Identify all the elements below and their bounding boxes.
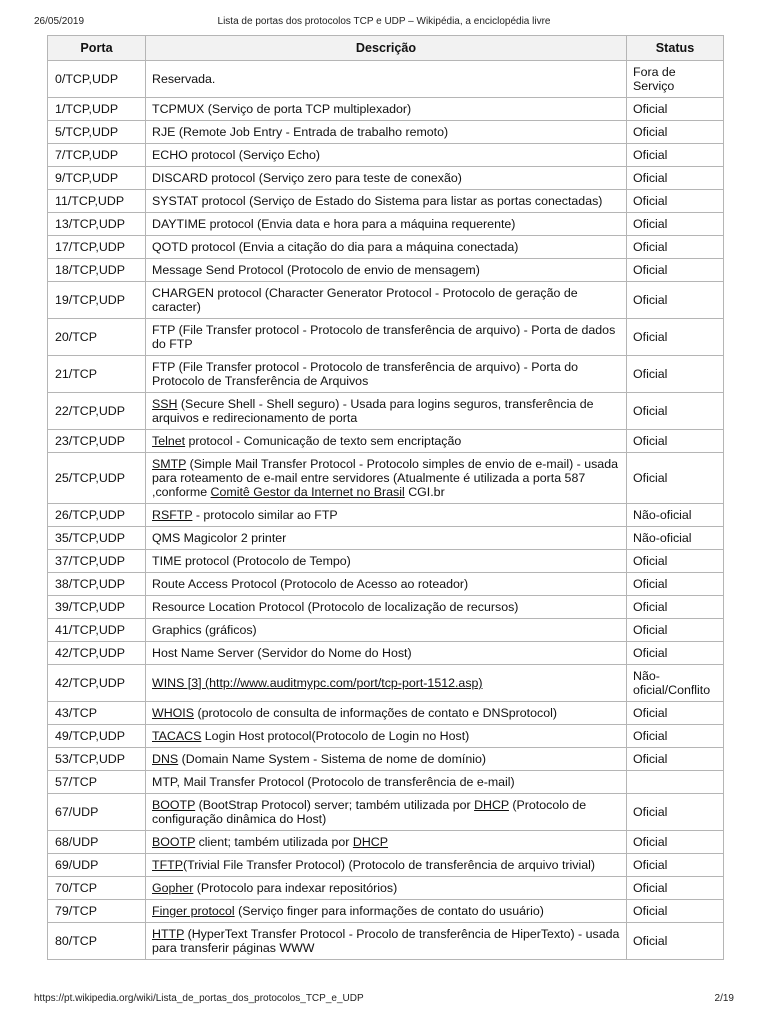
port-cell: 42/TCP,UDP <box>48 665 146 702</box>
description-cell <box>146 573 627 596</box>
description-cell <box>146 596 627 619</box>
description-text: DISCARD protocol (Serviço zero para teste de conexão) <box>152 171 462 185</box>
port-cell: 35/TCP,UDP <box>48 527 146 550</box>
description-cell <box>146 794 627 831</box>
table-row <box>48 121 724 144</box>
description-link[interactable]: Telnet <box>152 434 186 448</box>
table-row <box>48 319 724 356</box>
description-link[interactable]: TFTP <box>152 858 183 872</box>
status-cell: Oficial <box>627 748 724 771</box>
description-text: Reservada. <box>152 72 216 86</box>
status-cell: Não-oficial <box>627 504 724 527</box>
status-cell: Oficial <box>627 923 724 960</box>
table-row <box>48 236 724 259</box>
status-cell: Oficial <box>627 190 724 213</box>
description-text: DAYTIME protocol (Envia data e hora para a máquina requerente) <box>152 217 516 231</box>
description-link[interactable]: TACACS <box>152 729 202 743</box>
description-text: TIME protocol (Protocolo de Tempo) <box>152 554 351 568</box>
status-cell: Oficial <box>627 319 724 356</box>
table-row <box>48 259 724 282</box>
print-header <box>34 16 734 30</box>
table-row <box>48 213 724 236</box>
description-cell <box>146 61 627 98</box>
table-row <box>48 282 724 319</box>
status-cell: Oficial <box>627 213 724 236</box>
port-cell: 67/UDP <box>48 794 146 831</box>
port-cell: 42/TCP,UDP <box>48 642 146 665</box>
port-cell: 43/TCP <box>48 702 146 725</box>
status-cell: Oficial <box>627 550 724 573</box>
description-cell <box>146 665 627 702</box>
description-cell <box>146 642 627 665</box>
status-cell: Oficial <box>627 642 724 665</box>
port-cell: 9/TCP,UDP <box>48 167 146 190</box>
print-page-title: Lista de portas dos protocolos TCP e UDP – Wikipédia, a enciclopédia livre <box>217 16 551 27</box>
table-row <box>48 665 724 702</box>
description-link[interactable]: SMTP <box>152 457 187 471</box>
table-row <box>48 900 724 923</box>
description-text: QOTD protocol (Envia a citação do dia para a máquina conectada) <box>152 240 519 254</box>
description-text: QMS Magicolor 2 printer <box>152 531 287 545</box>
port-cell: 1/TCP,UDP <box>48 98 146 121</box>
status-cell: Não-oficial/Conflito <box>627 665 724 702</box>
table-row <box>48 527 724 550</box>
description-text: ECHO protocol (Serviço Echo) <box>152 148 321 162</box>
description-text: (Simple Mail Transfer Protocol - Protocolo simples de envio de e-mail) - usada para roteamento de e-mail entre servidores (Atualmente é utilizada a porta 587 ,conforme <box>152 457 618 499</box>
description-text: Host Name Server (Servidor do Nome do Host) <box>152 646 412 660</box>
description-text: (protocolo de consulta de informações de contato e DNSprotocol) <box>194 706 557 720</box>
port-cell: 38/TCP,UDP <box>48 573 146 596</box>
description-cell <box>146 877 627 900</box>
table-row <box>48 702 724 725</box>
description-text: protocol - Comunicação de texto sem encriptação <box>185 434 462 448</box>
description-link[interactable]: Finger protocol <box>152 904 235 918</box>
description-cell <box>146 319 627 356</box>
port-cell: 7/TCP,UDP <box>48 144 146 167</box>
status-cell: Oficial <box>627 236 724 259</box>
description-cell <box>146 213 627 236</box>
description-cell <box>146 831 627 854</box>
port-cell: 79/TCP <box>48 900 146 923</box>
description-text: CHARGEN protocol (Character Generator Protocol - Protocolo de geração de caracter) <box>152 286 578 314</box>
status-cell: Oficial <box>627 167 724 190</box>
description-cell <box>146 702 627 725</box>
description-text: client; também utilizada por <box>195 835 353 849</box>
port-cell: 69/UDP <box>48 854 146 877</box>
status-cell: Oficial <box>627 453 724 504</box>
table-row <box>48 453 724 504</box>
status-cell: Oficial <box>627 877 724 900</box>
description-text: (Domain Name System - Sistema de nome de domínio) <box>178 752 486 766</box>
description-cell <box>146 98 627 121</box>
port-cell: 70/TCP <box>48 877 146 900</box>
description-text: CGI.br <box>404 485 445 499</box>
description-text: RJE (Remote Job Entry - Entrada de trabalho remoto) <box>152 125 449 139</box>
description-link[interactable]: SSH <box>152 397 178 411</box>
description-text: (Protocolo para indexar repositórios) <box>193 881 398 895</box>
port-cell: 53/TCP,UDP <box>48 748 146 771</box>
table-row <box>48 619 724 642</box>
table-row <box>48 725 724 748</box>
description-cell <box>146 527 627 550</box>
port-cell: 80/TCP <box>48 923 146 960</box>
port-cell: 25/TCP,UDP <box>48 453 146 504</box>
description-link[interactable]: WINS [3] (http://www.auditmypc.com/port/tcp-port-1512.asp) <box>152 676 483 690</box>
port-cell: 26/TCP,UDP <box>48 504 146 527</box>
description-text: FTP (File Transfer protocol - Protocolo de transferência de arquivo) - Porta de dados do FTP <box>152 323 616 351</box>
description-cell <box>146 854 627 877</box>
table-row <box>48 771 724 794</box>
description-text: SYSTAT protocol (Serviço de Estado do Sistema para listar as portas conectadas) <box>152 194 603 208</box>
port-cell: 57/TCP <box>48 771 146 794</box>
port-cell: 41/TCP,UDP <box>48 619 146 642</box>
port-cell: 21/TCP <box>48 356 146 393</box>
status-cell: Oficial <box>627 430 724 453</box>
description-text: (BootStrap Protocol) server; também utilizada por <box>195 798 475 812</box>
description-cell <box>146 725 627 748</box>
description-text: Route Access Protocol (Protocolo de Acesso ao roteador) <box>152 577 469 591</box>
table-row <box>48 550 724 573</box>
description-link[interactable]: DHCP <box>474 798 509 812</box>
description-cell <box>146 430 627 453</box>
port-cell: 19/TCP,UDP <box>48 282 146 319</box>
description-text: Message Send Protocol (Protocolo de envio de mensagem) <box>152 263 480 277</box>
port-cell: 20/TCP <box>48 319 146 356</box>
description-cell <box>146 259 627 282</box>
print-footer <box>34 993 734 1007</box>
status-cell: Oficial <box>627 282 724 319</box>
status-cell: Oficial <box>627 900 724 923</box>
status-cell: Oficial <box>627 98 724 121</box>
description-text: (HyperText Transfer Protocol - Procolo de transferência de HiperTexto) - usada para transferir páginas WWW <box>152 927 620 955</box>
description-cell <box>146 144 627 167</box>
status-cell: Oficial <box>627 259 724 282</box>
description-link[interactable]: Gopher <box>152 881 194 895</box>
description-link[interactable]: WHOIS <box>152 706 194 720</box>
table-row <box>48 794 724 831</box>
table-row <box>48 854 724 877</box>
description-text: (Serviço finger para informações de contato do usuário) <box>234 904 544 918</box>
description-text: Login Host protocol(Protocolo de Login no Host) <box>201 729 470 743</box>
table-body <box>48 61 724 960</box>
description-cell <box>146 121 627 144</box>
description-cell <box>146 190 627 213</box>
table-row <box>48 642 724 665</box>
table-row <box>48 596 724 619</box>
status-cell: Não-oficial <box>627 527 724 550</box>
status-cell <box>627 771 724 794</box>
description-cell <box>146 619 627 642</box>
description-text: MTP, Mail Transfer Protocol (Protocolo de transferência de e-mail) <box>152 775 515 789</box>
description-cell <box>146 236 627 259</box>
status-cell: Oficial <box>627 725 724 748</box>
table-row <box>48 748 724 771</box>
page-number: 2/19 <box>714 993 734 1004</box>
description-cell <box>146 550 627 573</box>
port-cell: 49/TCP,UDP <box>48 725 146 748</box>
column-header-port: Porta <box>48 36 146 61</box>
description-link[interactable]: DNS <box>152 752 179 766</box>
description-cell <box>146 900 627 923</box>
description-cell <box>146 771 627 794</box>
description-cell <box>146 504 627 527</box>
column-header-status: Status <box>627 36 724 61</box>
table-row <box>48 923 724 960</box>
port-cell: 18/TCP,UDP <box>48 259 146 282</box>
port-cell: 39/TCP,UDP <box>48 596 146 619</box>
description-cell <box>146 282 627 319</box>
table-row <box>48 877 724 900</box>
port-cell: 5/TCP,UDP <box>48 121 146 144</box>
print-date: 26/05/2019 <box>34 16 85 27</box>
status-cell: Oficial <box>627 356 724 393</box>
table-row <box>48 167 724 190</box>
status-cell: Oficial <box>627 121 724 144</box>
port-cell: 68/UDP <box>48 831 146 854</box>
description-text: TCPMUX (Serviço de porta TCP multiplexador) <box>152 102 412 116</box>
status-cell: Oficial <box>627 794 724 831</box>
print-url: https://pt.wikipedia.org/wiki/Lista_de_portas_dos_protocolos_TCP_e_UDP <box>34 993 364 1004</box>
status-cell: Oficial <box>627 144 724 167</box>
description-link[interactable]: BOOTP <box>152 835 196 849</box>
description-text: (Secure Shell - Shell seguro) - Usada para logins seguros, transferência de arquivos e redirecionamento de porta <box>152 397 594 425</box>
description-text: - protocolo similar ao FTP <box>192 508 338 522</box>
table-row <box>48 831 724 854</box>
description-text: FTP (File Transfer protocol - Protocolo de transferência de arquivo) - Porta do Protocolo de Transferência de Arquivos <box>152 360 579 388</box>
table-row <box>48 393 724 430</box>
description-text: Resource Location Protocol (Protocolo de localização de recursos) <box>152 600 519 614</box>
description-text: (Trivial File Transfer Protocol) (Protocolo de transferência de arquivo trivial) <box>182 858 596 872</box>
description-link[interactable]: HTTP <box>152 927 185 941</box>
status-cell: Oficial <box>627 831 724 854</box>
status-cell: Oficial <box>627 573 724 596</box>
description-text: Graphics (gráficos) <box>152 623 257 637</box>
port-cell: 22/TCP,UDP <box>48 393 146 430</box>
table-row <box>48 573 724 596</box>
table-row <box>48 61 724 98</box>
description-cell <box>146 923 627 960</box>
ports-table <box>47 35 724 960</box>
description-link[interactable]: Comitê Gestor da Internet no Brasil <box>210 485 405 499</box>
port-cell: 17/TCP,UDP <box>48 236 146 259</box>
description-text: (Protocolo de configuração dinâmica do Host) <box>152 798 587 826</box>
table-row <box>48 430 724 453</box>
table-row <box>48 504 724 527</box>
description-link[interactable]: RSFTP <box>152 508 193 522</box>
status-cell: Oficial <box>627 619 724 642</box>
description-link[interactable]: BOOTP <box>152 798 196 812</box>
table-row <box>48 190 724 213</box>
description-cell <box>146 167 627 190</box>
table-row <box>48 356 724 393</box>
table-row <box>48 144 724 167</box>
status-cell: Fora de Serviço <box>627 61 724 98</box>
status-cell: Oficial <box>627 854 724 877</box>
description-cell <box>146 356 627 393</box>
port-cell: 11/TCP,UDP <box>48 190 146 213</box>
status-cell: Oficial <box>627 393 724 430</box>
description-cell <box>146 393 627 430</box>
description-link[interactable]: DHCP <box>352 835 388 849</box>
status-cell: Oficial <box>627 596 724 619</box>
description-cell <box>146 453 627 504</box>
table-row <box>48 98 724 121</box>
port-cell: 23/TCP,UDP <box>48 430 146 453</box>
description-cell <box>146 748 627 771</box>
table-header-row <box>48 36 724 61</box>
port-cell: 13/TCP,UDP <box>48 213 146 236</box>
port-cell: 0/TCP,UDP <box>48 61 146 98</box>
status-cell: Oficial <box>627 702 724 725</box>
column-header-description: Descrição <box>146 36 627 61</box>
port-cell: 37/TCP,UDP <box>48 550 146 573</box>
